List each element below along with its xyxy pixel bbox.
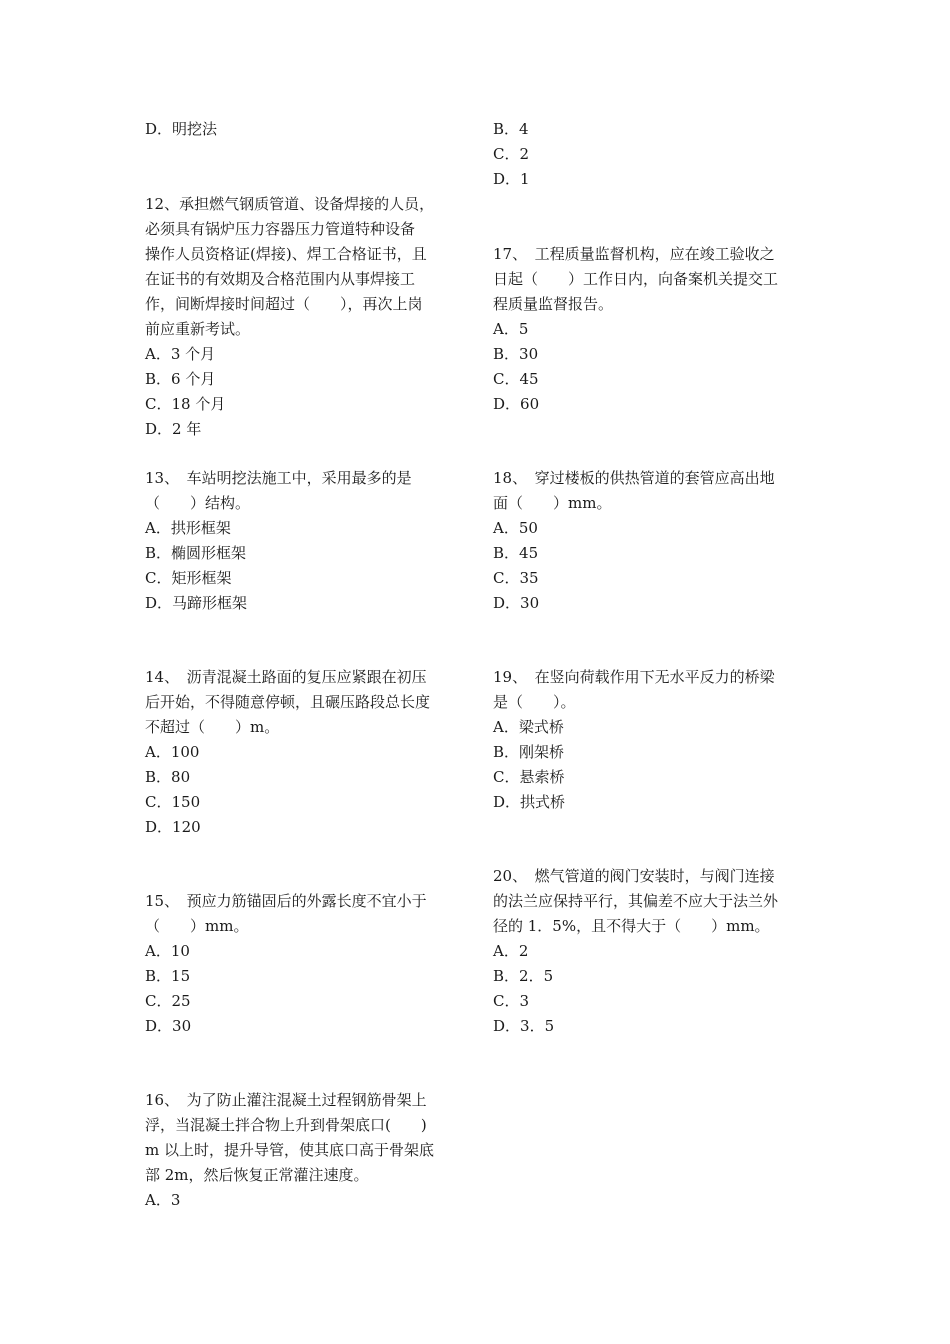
right-text-line: C．45 [493,370,539,388]
left-text-line: 前应重新考试。 [145,320,251,338]
left-text-line: D．马蹄形框架 [145,594,248,612]
left-text-line: C．25 [145,992,191,1010]
right-text-line: C．35 [493,569,539,587]
left-text-line: A．10 [145,942,190,960]
right-text-line: B．刚架桥 [493,743,565,761]
left-text-line: B．6 个月 [145,370,216,388]
right-text-line: 18、 穿过楼板的供热管道的套管应高出地 [493,469,775,487]
left-text-line: C．矩形框架 [145,569,232,587]
left-text-line: D．120 [145,818,201,836]
left-text-line: B．15 [145,967,191,985]
left-text-line: C．150 [145,793,201,811]
left-text-line: 不超过（ ）m。 [145,718,280,736]
left-text-line: A．100 [145,743,200,761]
right-text-line: 是（ ）。 [493,693,576,711]
right-text-line: 的法兰应保持平行，其偏差不应大于法兰外 [493,892,779,910]
left-text-line: 13、 车站明挖法施工中，采用最多的是 [145,469,412,487]
left-text-line: 操作人员资格证(焊接)、焊工合格证书，且 [145,245,427,263]
left-text-line: 在证书的有效期及合格范围内从事焊接工 [145,270,416,288]
right-text-line: D．1 [493,170,530,188]
right-text-line: 17、 工程质量监督机构，应在竣工验收之 [493,245,775,263]
left-text-line: 后开始，不得随意停顿，且碾压路段总长度 [145,693,431,711]
left-text-line: B．80 [145,768,191,786]
left-text-line: 浮，当混凝土拌合物上升到骨架底口( ) [145,1116,427,1134]
right-text-line: B．30 [493,345,539,363]
left-text-line: m 以上时，提升导管，使其底口高于骨架底 [145,1141,434,1159]
left-text-line: A．拱形框架 [145,519,231,537]
right-text-line: B．45 [493,544,539,562]
right-text-line: 程质量监督报告。 [493,295,614,313]
left-text-line: （ ）mm。 [145,917,249,935]
right-text-line: C．3 [493,992,530,1010]
left-text-line: D．明挖法 [145,120,218,138]
right-text-line: 径的 1．5%，且不得大于（ ）mm。 [493,917,770,935]
right-text-line: C．2 [493,145,530,163]
right-text-line: 20、 燃气管道的阀门安装时，与阀门连接 [493,867,775,885]
left-text-line: A．3 个月 [145,345,216,363]
left-text-line: B．椭圆形框架 [145,544,247,562]
right-text-line: D．3．5 [493,1017,555,1035]
left-text-line: 作，间断焊接时间超过（ ），再次上岗 [145,295,423,313]
right-text-line: A．5 [493,320,529,338]
right-text-line: 日起（ ）工作日内，向备案机关提交工 [493,270,779,288]
right-text-line: A．50 [493,519,538,537]
right-text-line: D．拱式桥 [493,793,566,811]
left-text-line: 16、 为了防止灌注混凝土过程钢筋骨架上 [145,1091,427,1109]
left-text-line: （ ）结构。 [145,494,251,512]
left-text-line: D．2 年 [145,420,202,438]
left-text-line: C．18 个月 [145,395,226,413]
right-text-line: A．梁式桥 [493,718,564,736]
right-text-line: D．30 [493,594,540,612]
right-text-line: C．悬索桥 [493,768,565,786]
left-text-line: 15、 预应力筋锚固后的外露长度不宜小于 [145,892,427,910]
right-text-line: 面（ ）mm。 [493,494,612,512]
left-text-line: D．30 [145,1017,192,1035]
right-text-line: A．2 [493,942,529,960]
right-text-line: D．60 [493,395,540,413]
left-text-line: 必须具有锅炉压力容器压力管道特种设备 [145,220,416,238]
right-text-line: 19、 在竖向荷载作用下无水平反力的桥梁 [493,668,775,686]
left-text-line: 12、承担燃气钢质管道、设备焊接的人员， [145,195,435,213]
right-text-line: B．4 [493,120,529,138]
left-text-line: A．3 [145,1191,181,1209]
left-text-line: 14、 沥青混凝土路面的复压应紧跟在初压 [145,668,427,686]
right-text-line: B．2．5 [493,967,554,985]
left-text-line: 部 2m，然后恢复正常灌注速度。 [145,1166,369,1184]
